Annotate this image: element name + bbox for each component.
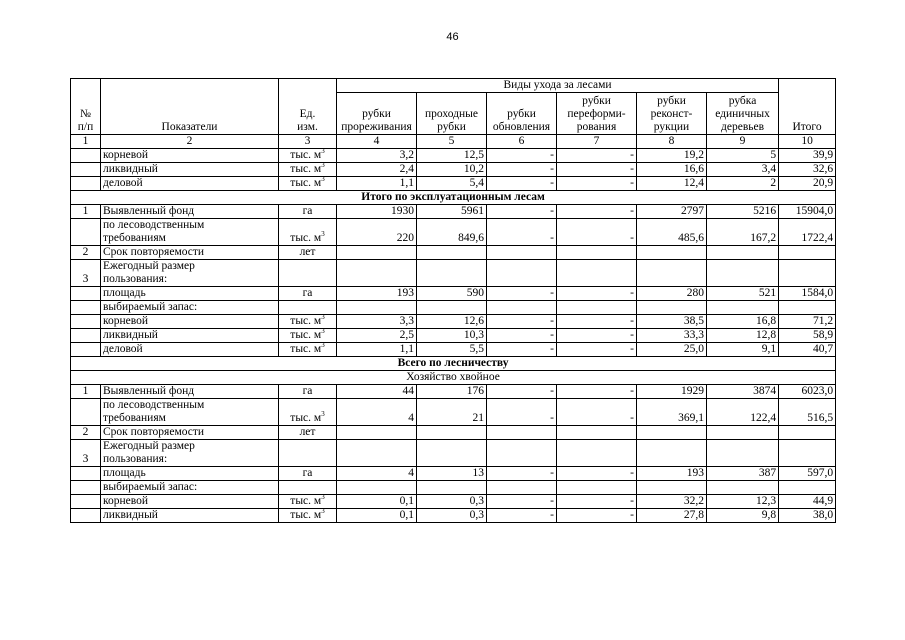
table-row <box>71 315 836 329</box>
empty-cell <box>779 260 836 287</box>
value-cell: 597,0 <box>779 467 836 481</box>
value-cell: 1,1 <box>337 343 417 357</box>
value-cell: - <box>557 385 637 399</box>
empty-cell <box>337 301 417 315</box>
empty-cell <box>779 440 836 467</box>
value-cell: 71,2 <box>779 315 836 329</box>
value-cell: 20,9 <box>779 177 836 191</box>
row-label: корневой <box>101 495 279 509</box>
unit-cell: лет <box>279 426 337 440</box>
value-cell: 2797 <box>637 205 707 219</box>
empty-cell <box>487 301 557 315</box>
value-cell: 1,1 <box>337 177 417 191</box>
header-col-renewal: рубки обновления <box>487 93 557 135</box>
empty-cell <box>779 481 836 495</box>
value-cell: - <box>557 329 637 343</box>
table-row <box>71 149 836 163</box>
section-title: Всего по лесничеству <box>71 357 836 371</box>
value-cell: 32,6 <box>779 163 836 177</box>
value-cell: 0,3 <box>417 509 487 523</box>
value-cell: - <box>487 399 557 426</box>
unit-text: тыс. м <box>290 232 322 244</box>
table-row <box>71 260 836 287</box>
table-row <box>71 426 836 440</box>
header-indicators: Показатели <box>101 79 279 135</box>
unit-superscript: 3 <box>321 314 325 321</box>
forest-care-table <box>70 78 836 523</box>
unit-superscript: 3 <box>321 342 325 349</box>
row-number: 3 <box>71 440 101 467</box>
row-label: площадь <box>101 467 279 481</box>
row-label-line: пользования: <box>103 273 168 285</box>
row-label: корневой <box>101 149 279 163</box>
row-label-line: пользования: <box>103 453 168 465</box>
unit-cell <box>279 343 337 357</box>
header-unit: Ед. изм. <box>279 79 337 135</box>
value-cell: 12,3 <box>707 495 779 509</box>
value-cell: 9,1 <box>707 343 779 357</box>
value-cell: 122,4 <box>707 399 779 426</box>
table-row <box>71 467 836 481</box>
table-row <box>71 495 836 509</box>
empty-cell <box>637 301 707 315</box>
col-number: 2 <box>101 135 279 149</box>
unit-text: тыс. м <box>290 315 322 327</box>
value-cell: - <box>487 467 557 481</box>
unit-cell <box>279 315 337 329</box>
section-subtitle-row <box>71 371 836 385</box>
value-cell: 5,5 <box>417 343 487 357</box>
table-row <box>71 399 836 426</box>
value-cell: - <box>487 385 557 399</box>
unit-text: тыс. м <box>290 509 322 521</box>
value-cell: - <box>557 177 637 191</box>
value-cell: 167,2 <box>707 219 779 246</box>
value-cell: 4 <box>337 467 417 481</box>
value-cell: 33,3 <box>637 329 707 343</box>
row-label <box>101 260 279 287</box>
value-cell: 5216 <box>707 205 779 219</box>
value-cell: 25,0 <box>637 343 707 357</box>
col-number: 1 <box>71 135 101 149</box>
empty-cell <box>487 481 557 495</box>
value-cell: 15904,0 <box>779 205 836 219</box>
unit-text: тыс. м <box>290 329 322 341</box>
value-cell: 6023,0 <box>779 385 836 399</box>
value-cell: 1930 <box>337 205 417 219</box>
row-label <box>101 219 279 246</box>
empty-cell <box>557 260 637 287</box>
col-number: 8 <box>637 135 707 149</box>
empty-cell <box>557 440 637 467</box>
value-cell: 38,5 <box>637 315 707 329</box>
value-cell: 3,2 <box>337 149 417 163</box>
row-label-line: по лесоводственным <box>103 399 205 411</box>
unit-superscript: 3 <box>321 162 325 169</box>
col-number: 7 <box>557 135 637 149</box>
row-label: Срок повторяемости <box>101 426 279 440</box>
empty-cell <box>337 481 417 495</box>
col-number: 5 <box>417 135 487 149</box>
col-number: 10 <box>779 135 836 149</box>
value-cell: 2,4 <box>337 163 417 177</box>
value-cell: - <box>557 467 637 481</box>
header-col-reformation: рубки переформи- рования <box>557 93 637 135</box>
empty-cell <box>71 329 101 343</box>
section-subtitle: Хозяйство хвойное <box>71 371 836 385</box>
empty-cell <box>557 426 637 440</box>
empty-cell <box>417 440 487 467</box>
table-row <box>71 163 836 177</box>
row-label-line: требованиям <box>103 412 166 424</box>
value-cell: - <box>487 219 557 246</box>
value-cell: - <box>487 329 557 343</box>
header-col-passage: проходные рубки <box>417 93 487 135</box>
empty-cell <box>71 315 101 329</box>
value-cell: 485,6 <box>637 219 707 246</box>
header-col-thinning: рубки прореживания <box>337 93 417 135</box>
empty-cell <box>71 219 101 246</box>
empty-cell <box>557 481 637 495</box>
row-label: деловой <box>101 177 279 191</box>
unit-cell: га <box>279 467 337 481</box>
value-cell: 3,4 <box>707 163 779 177</box>
value-cell: 38,0 <box>779 509 836 523</box>
unit-text: тыс. м <box>290 163 322 175</box>
empty-cell <box>417 301 487 315</box>
value-cell: 4 <box>337 399 417 426</box>
value-cell: 176 <box>417 385 487 399</box>
row-number: 1 <box>71 385 101 399</box>
value-cell: 16,8 <box>707 315 779 329</box>
value-cell: 5961 <box>417 205 487 219</box>
unit-superscript: 3 <box>321 176 325 183</box>
value-cell: 193 <box>337 287 417 301</box>
value-cell: 5,4 <box>417 177 487 191</box>
empty-cell <box>71 343 101 357</box>
row-label-line: по лесоводственным <box>103 219 205 231</box>
value-cell: 3874 <box>707 385 779 399</box>
row-number: 2 <box>71 246 101 260</box>
unit-superscript: 3 <box>321 148 325 155</box>
row-label: деловой <box>101 343 279 357</box>
value-cell: 10,3 <box>417 329 487 343</box>
empty-cell <box>279 481 337 495</box>
empty-cell <box>71 149 101 163</box>
table-row <box>71 287 836 301</box>
value-cell: 40,7 <box>779 343 836 357</box>
value-cell: 39,9 <box>779 149 836 163</box>
value-cell: - <box>557 509 637 523</box>
row-label: Выявленный фонд <box>101 205 279 219</box>
table-row <box>71 246 836 260</box>
table-body <box>71 79 836 523</box>
value-cell: 0,1 <box>337 509 417 523</box>
unit-superscript: 3 <box>321 508 325 515</box>
unit-cell: лет <box>279 246 337 260</box>
value-cell: 12,4 <box>637 177 707 191</box>
empty-cell <box>71 481 101 495</box>
value-cell: - <box>487 163 557 177</box>
empty-cell <box>71 509 101 523</box>
unit-text: тыс. м <box>290 412 322 424</box>
table-row <box>71 177 836 191</box>
value-cell: - <box>487 177 557 191</box>
empty-cell <box>71 467 101 481</box>
row-label: ликвидный <box>101 329 279 343</box>
value-cell: 19,2 <box>637 149 707 163</box>
table-row <box>71 219 836 246</box>
empty-cell <box>707 301 779 315</box>
col-number: 9 <box>707 135 779 149</box>
empty-cell <box>71 301 101 315</box>
row-label: ликвидный <box>101 163 279 177</box>
empty-cell <box>637 440 707 467</box>
empty-cell <box>637 246 707 260</box>
value-cell: 1722,4 <box>779 219 836 246</box>
empty-cell <box>557 246 637 260</box>
section-title-row <box>71 191 836 205</box>
unit-cell: га <box>279 287 337 301</box>
empty-cell <box>417 481 487 495</box>
page-number: 46 <box>446 31 459 43</box>
value-cell: - <box>557 163 637 177</box>
value-cell: - <box>487 315 557 329</box>
value-cell: 220 <box>337 219 417 246</box>
unit-text: тыс. м <box>290 177 322 189</box>
row-number: 3 <box>71 260 101 287</box>
value-cell: 1584,0 <box>779 287 836 301</box>
row-label-line: Ежегодный размер <box>103 260 195 272</box>
empty-cell <box>707 440 779 467</box>
unit-cell <box>279 177 337 191</box>
empty-cell <box>637 426 707 440</box>
unit-cell <box>279 399 337 426</box>
value-cell: 5 <box>707 149 779 163</box>
empty-cell <box>417 260 487 287</box>
empty-cell <box>707 481 779 495</box>
value-cell: 849,6 <box>417 219 487 246</box>
value-cell: - <box>557 149 637 163</box>
value-cell: 21 <box>417 399 487 426</box>
value-cell: - <box>487 287 557 301</box>
row-label-line: Ежегодный размер <box>103 440 195 452</box>
empty-cell <box>71 163 101 177</box>
unit-superscript: 3 <box>321 328 325 335</box>
row-label: выбираемый запас: <box>101 301 279 315</box>
empty-cell <box>487 426 557 440</box>
value-cell: 2,5 <box>337 329 417 343</box>
unit-cell <box>279 495 337 509</box>
header-care-types: Виды ухода за лесами <box>337 79 779 93</box>
empty-cell <box>707 260 779 287</box>
value-cell: - <box>487 205 557 219</box>
empty-cell <box>279 260 337 287</box>
value-cell: 369,1 <box>637 399 707 426</box>
empty-cell <box>71 399 101 426</box>
value-cell: - <box>487 509 557 523</box>
row-label: ликвидный <box>101 509 279 523</box>
header-total: Итого <box>779 79 836 135</box>
empty-cell <box>71 495 101 509</box>
row-label: Срок повторяемости <box>101 246 279 260</box>
value-cell: 1929 <box>637 385 707 399</box>
value-cell: - <box>557 205 637 219</box>
column-number-row <box>71 135 836 149</box>
value-cell: 12,8 <box>707 329 779 343</box>
table-row <box>71 329 836 343</box>
unit-superscript: 3 <box>321 230 325 238</box>
empty-cell <box>637 260 707 287</box>
section-title-row <box>71 357 836 371</box>
unit-cell: га <box>279 385 337 399</box>
value-cell: - <box>557 399 637 426</box>
value-cell: 32,2 <box>637 495 707 509</box>
empty-cell <box>279 301 337 315</box>
value-cell: 521 <box>707 287 779 301</box>
unit-text: тыс. м <box>290 149 322 161</box>
empty-cell <box>779 426 836 440</box>
value-cell: 13 <box>417 467 487 481</box>
row-label: выбираемый запас: <box>101 481 279 495</box>
row-label <box>101 399 279 426</box>
header-no: № п/п <box>71 79 101 135</box>
value-cell: - <box>557 287 637 301</box>
unit-cell <box>279 163 337 177</box>
unit-cell <box>279 509 337 523</box>
row-label-line: требованиям <box>103 232 166 244</box>
value-cell: 0,1 <box>337 495 417 509</box>
value-cell: 10,2 <box>417 163 487 177</box>
row-number: 1 <box>71 205 101 219</box>
empty-cell <box>557 301 637 315</box>
section-title: Итого по эксплуатационным лесам <box>71 191 836 205</box>
unit-text: тыс. м <box>290 343 322 355</box>
unit-cell: га <box>279 205 337 219</box>
table-row <box>71 385 836 399</box>
empty-cell <box>337 246 417 260</box>
value-cell: - <box>557 343 637 357</box>
empty-cell <box>337 440 417 467</box>
empty-cell <box>487 246 557 260</box>
value-cell: 44 <box>337 385 417 399</box>
col-number: 6 <box>487 135 557 149</box>
empty-cell <box>71 287 101 301</box>
empty-cell <box>707 246 779 260</box>
value-cell: 16,6 <box>637 163 707 177</box>
value-cell: 9,8 <box>707 509 779 523</box>
empty-cell <box>707 426 779 440</box>
table-row <box>71 343 836 357</box>
table-row <box>71 509 836 523</box>
table-row <box>71 205 836 219</box>
empty-cell <box>487 440 557 467</box>
empty-cell <box>779 301 836 315</box>
empty-cell <box>487 260 557 287</box>
header-col-single-trees: рубка единичных деревьев <box>707 93 779 135</box>
value-cell: 12,5 <box>417 149 487 163</box>
value-cell: 2 <box>707 177 779 191</box>
row-label: Выявленный фонд <box>101 385 279 399</box>
row-label: площадь <box>101 287 279 301</box>
value-cell: 58,9 <box>779 329 836 343</box>
unit-cell <box>279 329 337 343</box>
row-number: 2 <box>71 426 101 440</box>
unit-cell <box>279 219 337 246</box>
value-cell: 516,5 <box>779 399 836 426</box>
value-cell: 0,3 <box>417 495 487 509</box>
table-row <box>71 301 836 315</box>
empty-cell <box>337 260 417 287</box>
empty-cell <box>279 440 337 467</box>
table-row <box>71 481 836 495</box>
value-cell: - <box>487 149 557 163</box>
value-cell: 590 <box>417 287 487 301</box>
value-cell: 12,6 <box>417 315 487 329</box>
unit-superscript: 3 <box>321 410 325 418</box>
row-label <box>101 440 279 467</box>
value-cell: - <box>557 219 637 246</box>
empty-cell <box>779 246 836 260</box>
row-label: корневой <box>101 315 279 329</box>
unit-text: тыс. м <box>290 495 322 507</box>
empty-cell <box>637 481 707 495</box>
empty-cell <box>337 426 417 440</box>
col-number: 3 <box>279 135 337 149</box>
value-cell: - <box>557 315 637 329</box>
value-cell: - <box>487 343 557 357</box>
value-cell: 387 <box>707 467 779 481</box>
value-cell: 27,8 <box>637 509 707 523</box>
value-cell: - <box>557 495 637 509</box>
unit-superscript: 3 <box>321 494 325 501</box>
col-number: 4 <box>337 135 417 149</box>
value-cell: 280 <box>637 287 707 301</box>
value-cell: 193 <box>637 467 707 481</box>
unit-cell <box>279 149 337 163</box>
value-cell: - <box>487 495 557 509</box>
empty-cell <box>417 246 487 260</box>
empty-cell <box>71 177 101 191</box>
value-cell: 44,9 <box>779 495 836 509</box>
empty-cell <box>417 426 487 440</box>
table-row <box>71 440 836 467</box>
value-cell: 3,3 <box>337 315 417 329</box>
header-col-reconstruction: рубки реконст- рукции <box>637 93 707 135</box>
